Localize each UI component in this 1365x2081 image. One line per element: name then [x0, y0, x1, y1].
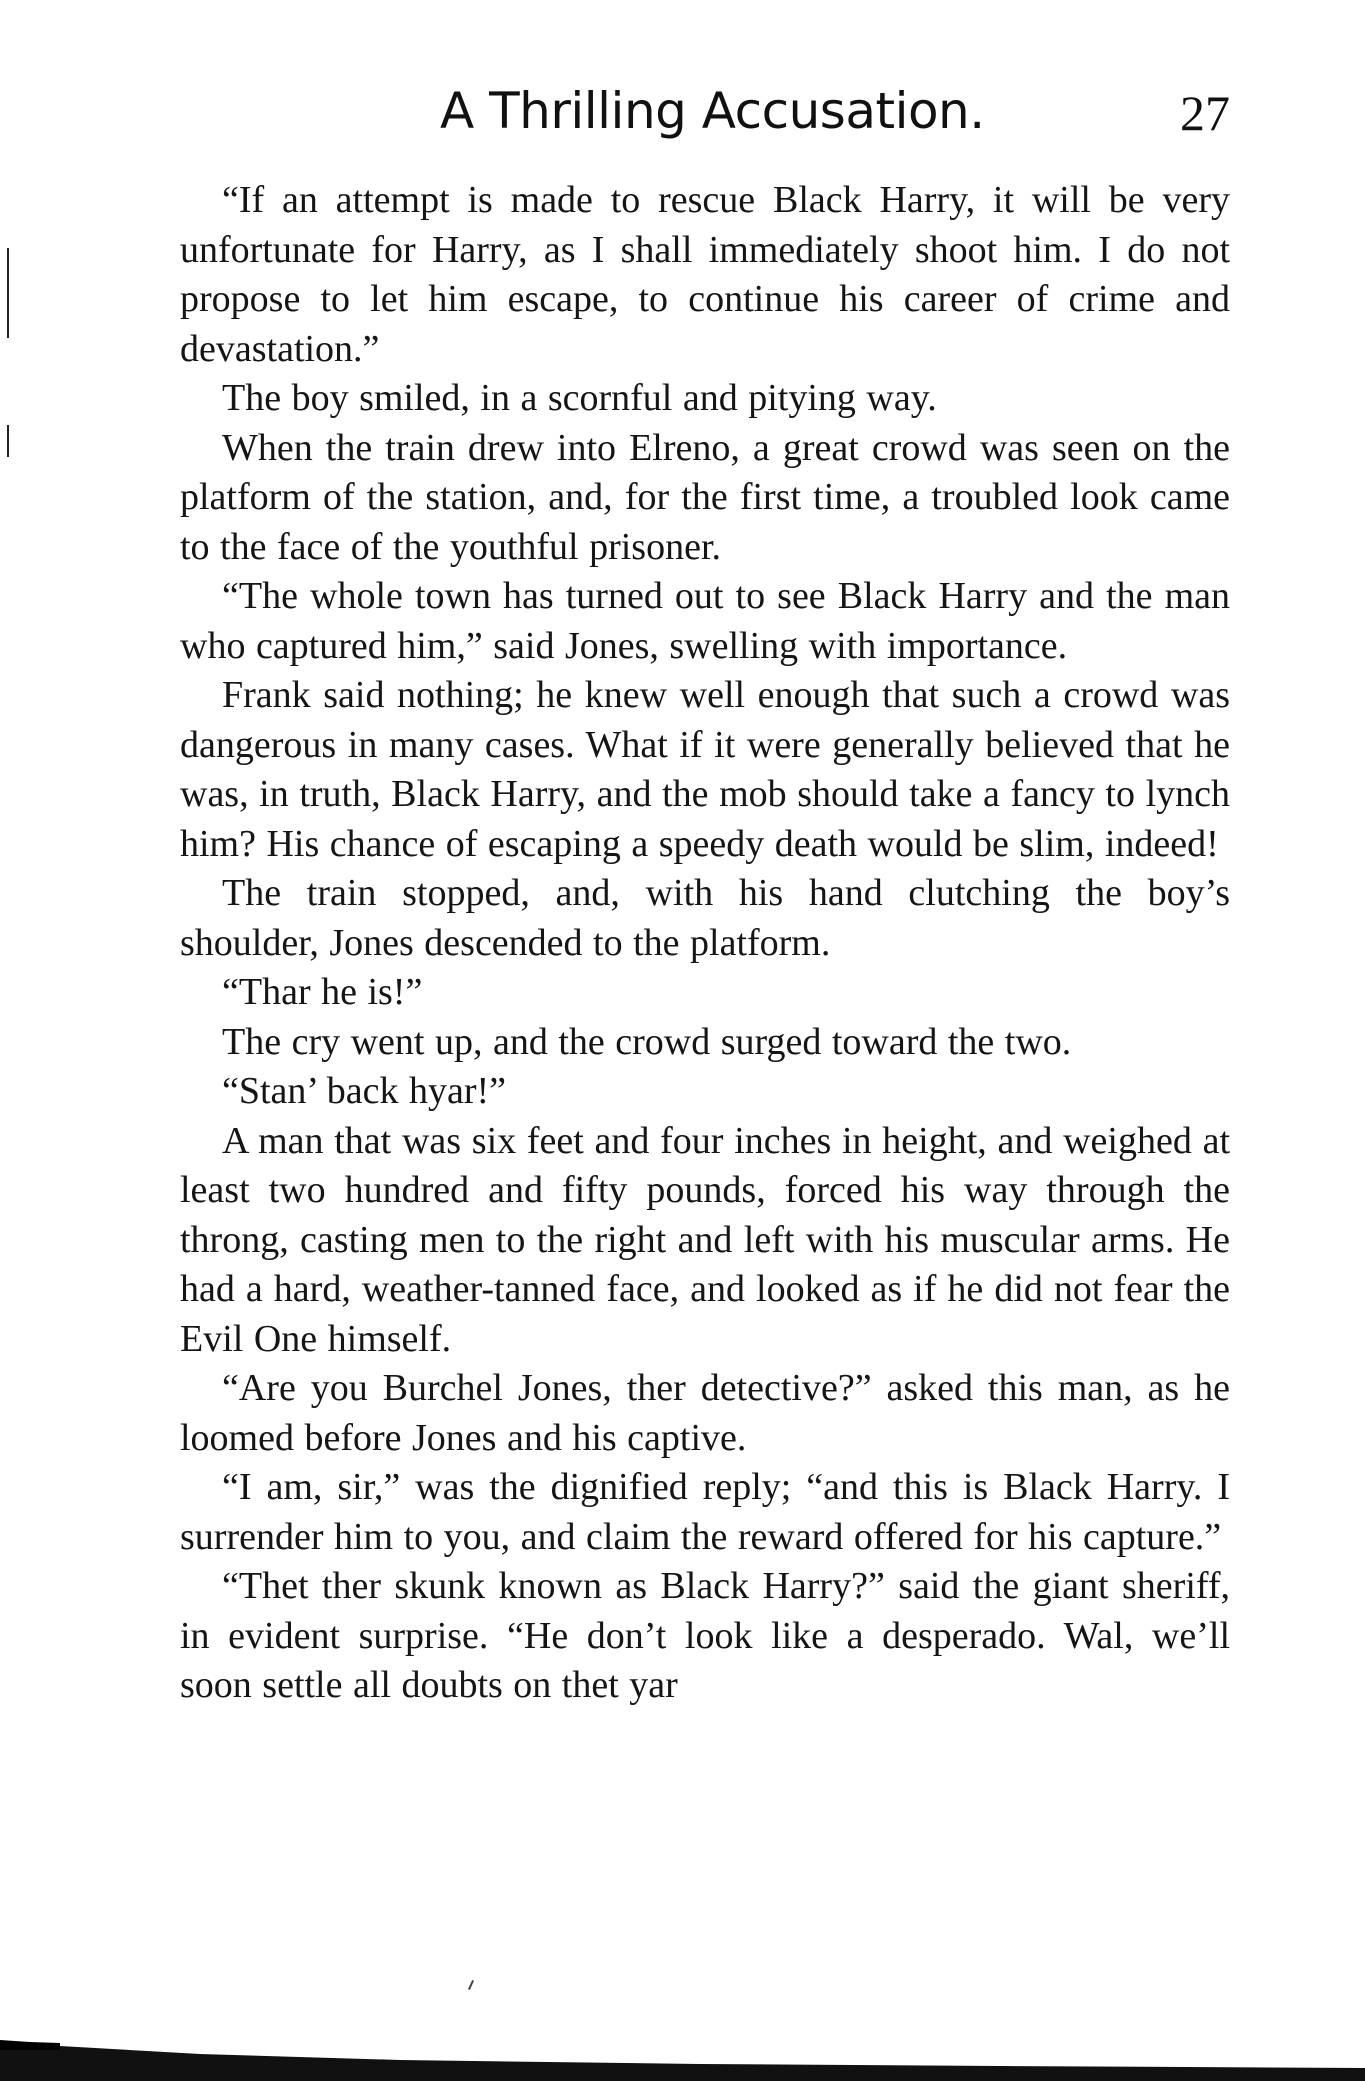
scan-edge-shadow [0, 2040, 1365, 2081]
paragraph: A man that was six feet and four inches in height, and weighed at least two hundred and fifty pounds, forced his way through the throng, casting men to the right and left with his muscular arms. He had a hard, weather-tanned face, and looked as if he did not fear the Evil One himself. [180, 1119, 1230, 1360]
page-header [180, 82, 1230, 152]
margin-scan-mark [7, 425, 9, 457]
paragraph: “The whole town has turned out to see Black Harry and the man who captured him,” said Jones, swelling with importance. [180, 575, 1230, 667]
paragraph: “I am, sir,” was the dignified reply; “and this is Black Harry. I surrender him to you, and claim the reward offered for his capture.” [180, 1466, 1230, 1558]
body-text [180, 176, 1230, 1711]
margin-scan-mark [7, 248, 9, 338]
paragraph: “Stan’ back hyar!” [222, 1070, 507, 1112]
paragraph: “Thar he is!” [222, 971, 423, 1013]
paragraph: “Are you Burchel Jones, ther detective?” asked this man, as he loomed before Jones and his captive. [180, 1367, 1230, 1459]
paragraph: The boy smiled, in a scornful and pitying way. [222, 377, 937, 419]
stray-ink-mark [468, 1980, 474, 1990]
paragraph: The train stopped, and, with his hand clutching the boy’s shoulder, Jones descended to the platform. [180, 872, 1230, 964]
running-title: A Thrilling Accusation. [440, 82, 985, 140]
paragraph: The cry went up, and the crowd surged toward the two. [222, 1020, 1072, 1063]
paragraph: When the train drew into Elreno, a great crowd was seen on the platform of the station, and, for the first time, a troubled look came to the face of the youthful prisoner. [180, 426, 1230, 568]
scan-edge-shadow-shape [0, 2040, 1365, 2081]
page-number: 27 [1180, 85, 1230, 141]
paragraph: “Thet ther skunk known as Black Harry?” said the giant sheriff, in evident surprise. “He don’t look like a desperado. Wal, we’ll soon settle all doubts on thet yar [180, 1565, 1230, 1706]
paragraph: “If an attempt is made to rescue Black Harry, it will be very unfortunate for Harry, as I shall immediately shoot him. I do not propose to let him escape, to continue his career of crime and devastation.” [180, 179, 1230, 370]
paragraph: Frank said nothing; he knew well enough that such a crowd was dangerous in many cases. What if it were generally believed that he was, in truth, Black Harry, and the mob should take a fancy to lynch him? His chance of escaping a speedy death would be slim, indeed! [180, 674, 1230, 865]
